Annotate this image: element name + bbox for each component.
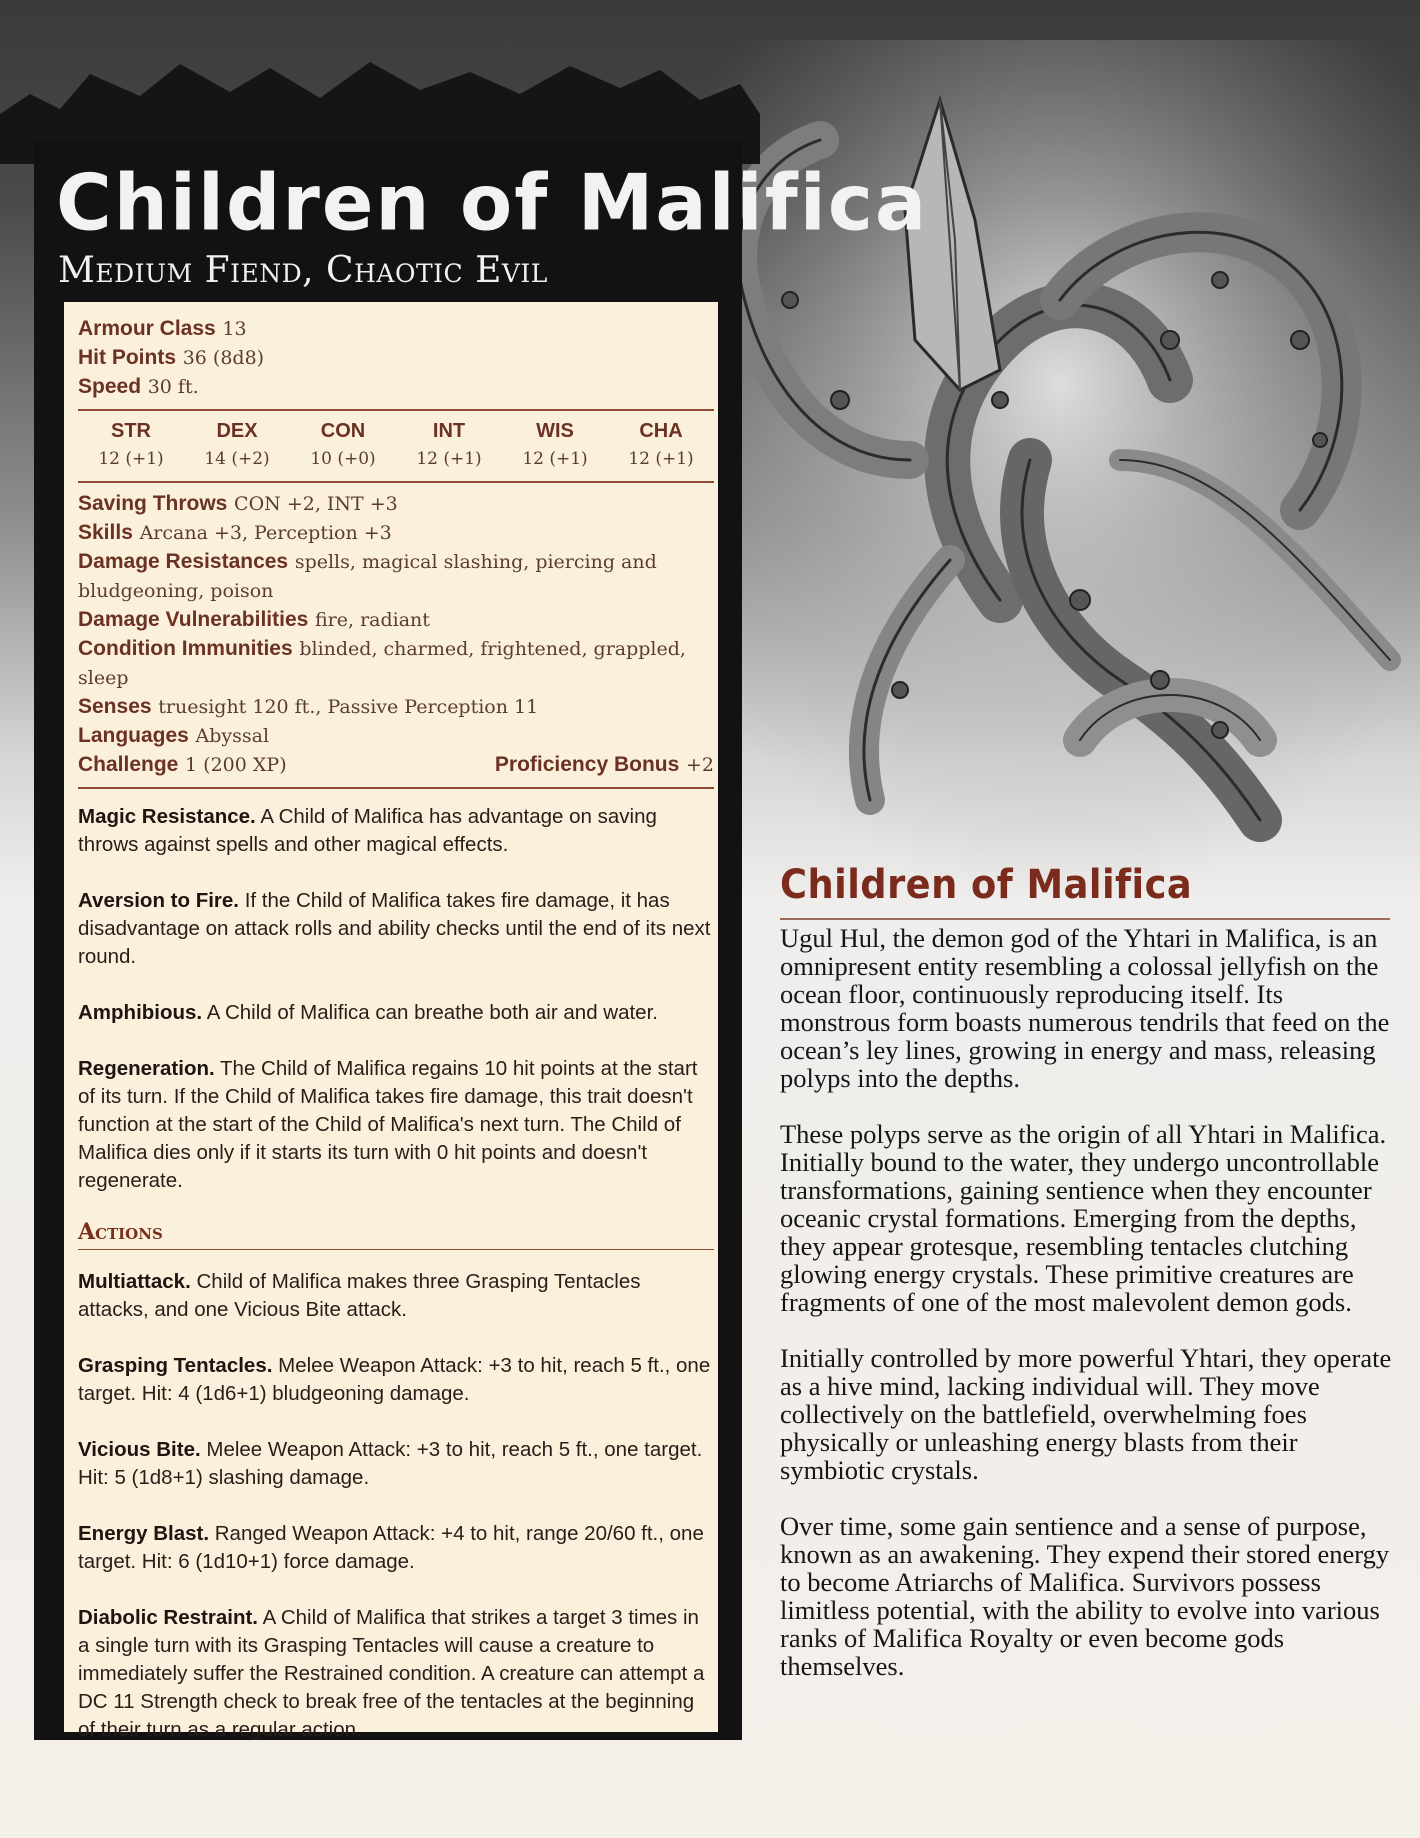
condition-immunities: Condition Immunities blinded, charmed, frightened, grappled, sleep	[78, 637, 686, 689]
action-vicious-bite: Vicious Bite. Melee Weapon Attack: +3 to hit, reach 5 ft., one target. Hit: 5 (1d8+1) slashing damage.	[78, 1438, 703, 1489]
trait-regeneration: Regeneration. The Child of Malifica regains 10 hit points at the start of its turn. If the Child of Malifica takes fire damage, this trait doesn't function at the start of the Child of Malifica's next turn. The Child of Malifica dies only if it starts its turn with 0 hit points and doesn't regenerate.	[78, 1057, 698, 1192]
skills: Skills Arcana +3, Perception +3	[78, 521, 392, 544]
divider	[78, 1249, 714, 1250]
lore-paragraph: Over time, some gain sentience and a sense of purpose, known as an awakening. They expend their stored energy to become Atriarchs of Malifica. Survivors possess limitless potential, with the ability to evolve into various ranks of Malifica Royalty or even become gods themselves.	[780, 1511, 1390, 1681]
action-energy-blast: Energy Blast. Ranged Weapon Attack: +4 to hit, range 20/60 ft., one target. Hit: 6 (1d10+1) force damage.	[78, 1522, 704, 1573]
speed: Speed 30 ft.	[78, 375, 199, 398]
trait-magic-resistance: Magic Resistance. A Child of Malifica has advantage on saving throws against spells and other magical effects.	[78, 805, 657, 856]
lore-text	[780, 924, 1392, 1708]
creature-type: Medium Fiend, Chaotic Evil	[58, 250, 548, 291]
saving-throws: Saving Throws CON +2, INT +3	[78, 492, 398, 515]
action-grasping-tentacles: Grasping Tentacles. Melee Weapon Attack: +3 to hit, reach 5 ft., one target. Hit: 4 (1d6+1) bludgeoning damage.	[78, 1354, 711, 1405]
ability-dex: DEX 14 (+2)	[204, 420, 270, 469]
divider	[78, 787, 714, 789]
ability-scores	[78, 417, 714, 473]
ability-wis: WIS 12 (+1)	[522, 420, 588, 469]
divider	[78, 409, 714, 411]
challenge: Challenge 1 (200 XP)	[78, 753, 287, 776]
proficiency-bonus: Proficiency Bonus +2	[494, 753, 714, 776]
lore-divider	[780, 918, 1390, 920]
trait-aversion-to-fire: Aversion to Fire. If the Child of Malifica takes fire damage, it has disadvantage on attack rolls and ability checks until the end of its next round.	[78, 889, 711, 968]
stat-block	[78, 314, 714, 1772]
action-multiattack: Multiattack. Child of Malifica makes three Grasping Tentacles attacks, and one Vicious Bite attack.	[78, 1270, 641, 1321]
challenge-row	[78, 750, 714, 779]
ability-int: INT 12 (+1)	[416, 420, 482, 469]
lore-paragraph: These polyps serve as the origin of all Yhtari in Malifica. Initially bound to the water, they undergo uncontrollable transformations, gaining sentience when they encounter oceanic crystal formations. Emerging from the depths, they appear grotesque, resembling tentacles clutching glowing energy crystals. These primitive creatures are fragments of one of the most malevolent demon gods.	[780, 1119, 1387, 1317]
senses: Senses truesight 120 ft., Passive Perception 11	[78, 695, 539, 718]
ability-con: CON 10 (+0)	[310, 420, 376, 469]
actions-heading: Actions	[78, 1219, 163, 1245]
action-diabolic-restraint: Diabolic Restraint. A Child of Malifica that strikes a target 3 times in a single turn with its Grasping Tentacles will cause a creature to immediately suffer the Restrained condition. A creature can attempt a DC 11 Strength check to break free of the tentacles at the beginning of their turn as a regular action.	[78, 1606, 705, 1741]
trait-amphibious: Amphibious. A Child of Malifica can breathe both air and water.	[78, 1001, 658, 1024]
page-title: Children of Malifica	[56, 157, 929, 248]
armour-class: Armour Class 13	[78, 317, 247, 340]
lore-paragraph: Initially controlled by more powerful Yhtari, they operate as a hive mind, lacking individual will. They move collectively on the battlefield, overwhelming foes physically or unleashing energy blasts from their symbiotic crystals.	[780, 1343, 1392, 1485]
ability-cha: CHA 12 (+1)	[628, 420, 694, 469]
ability-str: STR 12 (+1)	[98, 420, 164, 469]
lore-heading: Children of Malifica	[780, 862, 1193, 908]
damage-vulnerabilities: Damage Vulnerabilities fire, radiant	[78, 608, 430, 631]
divider	[78, 481, 714, 483]
hit-points: Hit Points 36 (8d8)	[78, 346, 265, 369]
damage-resistances: Damage Resistances spells, magical slashing, piercing and bludgeoning, poison	[78, 550, 657, 602]
lore-paragraph: Ugul Hul, the demon god of the Yhtari in Malifica, is an omnipresent entity resembling a colossal jellyfish on the ocean floor, continuously reproducing itself. Its monstrous form boasts numerous tendrils that feed on the ocean’s ley lines, growing in energy and mass, releasing polyps into the depths.	[780, 923, 1390, 1093]
languages: Languages Abyssal	[78, 724, 270, 747]
